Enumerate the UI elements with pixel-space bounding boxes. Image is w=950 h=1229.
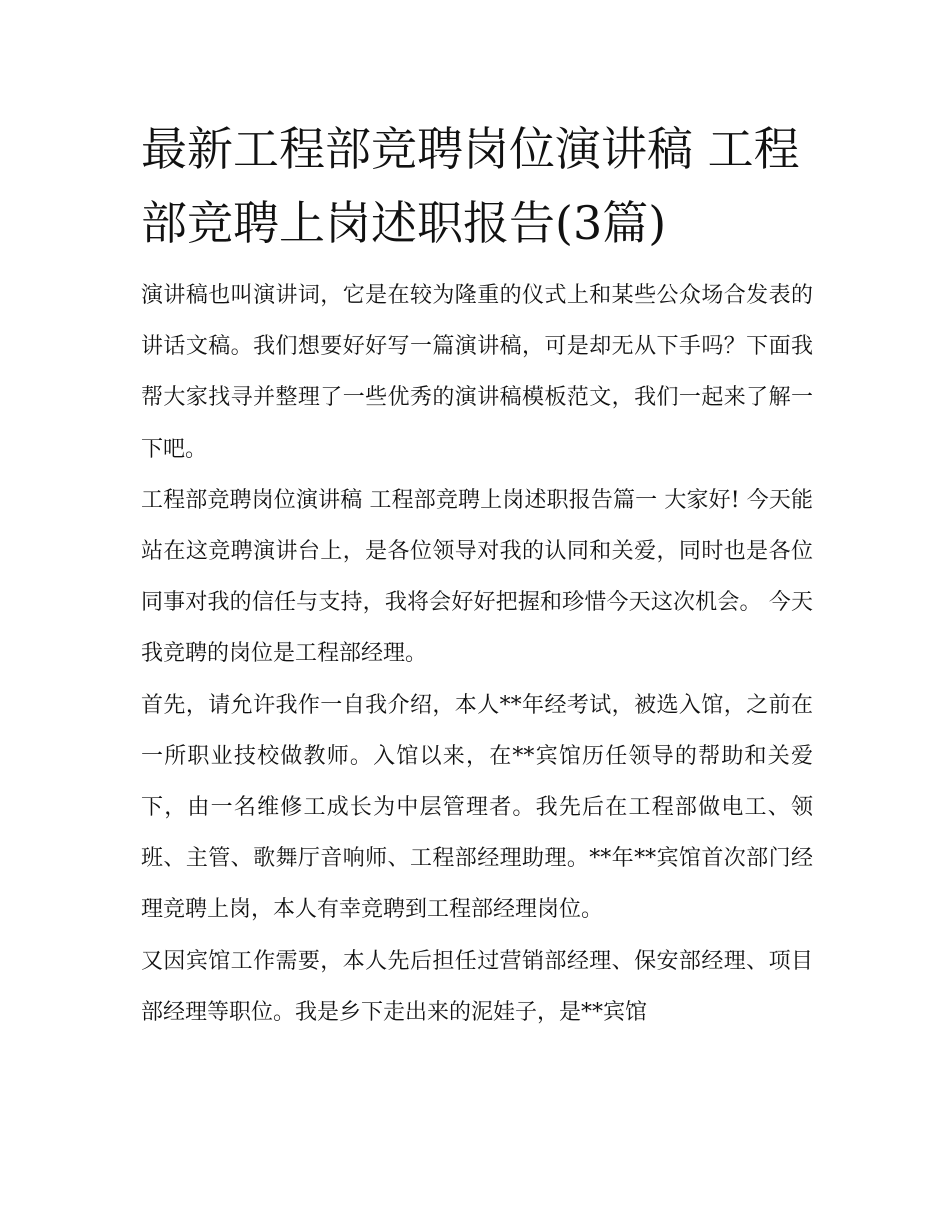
paragraph-positions-held: 又因宾馆工作需要，本人先后担任过营销部经理、保安部经理、项目部经理等职位。我是乡下走出来的泥娃子，是**宾馆 — [141, 948, 813, 1025]
paragraph-self-introduction: 首先，请允许我作一自我介绍，本人**年经考试，被选入馆，之前在一所职业技校做教师。入馆以来，在**宾馆历任领导的帮助和关爱下，由一名维修工成长为中层管理者。我先后在工程部做电工、领班、主管、歌舞厅音响师、工程部经理助理。**年**宾馆首次部门经理竞聘上岗，本人有幸竞聘到工程部经理岗位。 — [141, 692, 813, 923]
paragraph-speech-opening: 工程部竞聘岗位演讲稿 工程部竞聘上岗述职报告篇一 大家好! 今天能站在这竞聘演讲台上，是各位领导对我的认同和关爱，同时也是各位同事对我的信任与支持，我将会好好把握和珍惜今天这次机会。 今天我竞聘的岗位是工程部经理。 — [141, 487, 813, 667]
document-title: 最新工程部竞聘岗位演讲稿 工程部竞聘上岗述职报告(3篇) — [141, 122, 800, 250]
document-body — [141, 112, 813, 1038]
paragraph-intro: 演讲稿也叫演讲词，它是在较为隆重的仪式上和某些公众场合发表的讲话文稿。我们想要好好写一篇演讲稿，可是却无从下手吗？下面我帮大家找寻并整理了一些优秀的演讲稿模板范文，我们一起来了解一下吧。 — [141, 283, 813, 462]
